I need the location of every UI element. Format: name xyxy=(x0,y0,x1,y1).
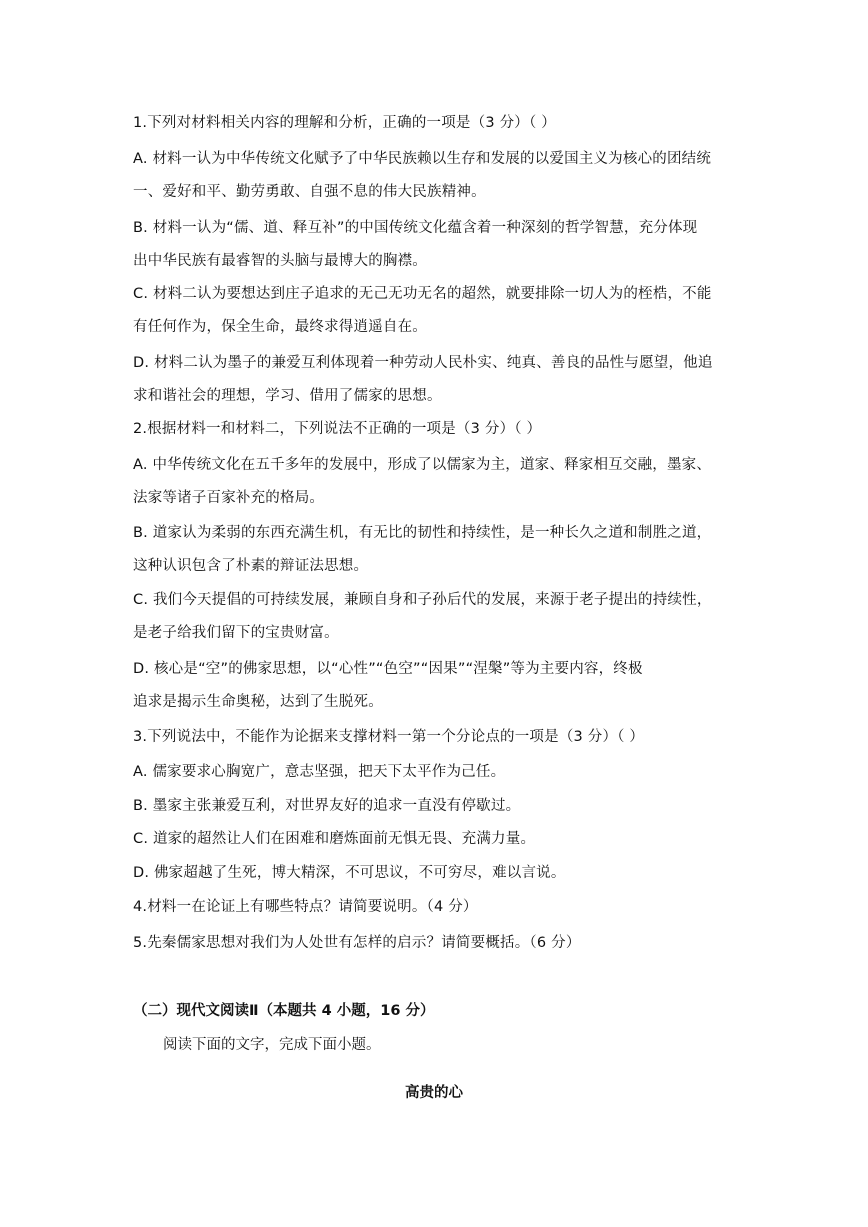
question-1-option-d-line-1: D. 材料二认为墨子的兼爱互利体现着一种劳动人民朴实、纯真、善良的品性与愿望，他追 xyxy=(133,355,713,371)
question-2-stem: 2.根据材料一和材料二，下列说法不正确的一项是（3 分）（ ） xyxy=(133,421,542,437)
question-2-option-a-line-1: A. 中华传统文化在五千多年的发展中，形成了以儒家为主，道家、释家相互交融，墨家、 xyxy=(133,457,712,473)
question-2-option-b-line-2: 这种认识包含了朴素的辩证法思想。 xyxy=(133,558,369,574)
reading-instruction: 阅读下面的文字，完成下面小题。 xyxy=(163,1037,381,1053)
question-3-option-d: D. 佛家超越了生死，博大精深，不可思议，不可穷尽，难以言说。 xyxy=(133,865,566,881)
question-2-option-d-line-2: 追求是揭示生命奥秘，达到了生脱死。 xyxy=(133,694,383,710)
question-2-option-c-line-1: C. 我们今天提倡的可持续发展，兼顾自身和子孙后代的发展，来源于老子提出的持续性， xyxy=(133,592,712,608)
question-1-option-b-line-2: 出中华民族有最睿智的头脑与最博大的胸襟。 xyxy=(133,253,427,269)
question-3-option-c: C. 道家的超然让人们在困难和磨炼面前无惧无畏、充满力量。 xyxy=(133,831,536,847)
question-1-option-b-line-1: B. 材料一认为“儒、道、释互补”的中国传统文化蕴含着一种深刻的哲学智慧，充分体现 xyxy=(133,220,698,236)
question-4-stem: 4.材料一在论证上有哪些特点？请简要说明。（4 分） xyxy=(133,899,478,915)
question-2-option-c-line-2: 是老子给我们留下的宝贵财富。 xyxy=(133,625,339,641)
question-2-option-a-line-2: 法家等诸子百家补充的格局。 xyxy=(133,490,325,506)
question-1-stem: 1.下列对材料相关内容的理解和分析，正确的一项是（3 分）（ ） xyxy=(133,115,556,131)
question-1-option-c-line-2: 有任何作为，保全生命，最终求得逍遥自在。 xyxy=(133,319,427,335)
question-1-option-a-line-1: A. 材料一认为中华传统文化赋予了中华民族赖以生存和发展的以爱国主义为核心的团结统 xyxy=(133,151,712,167)
article-title: 高贵的心 xyxy=(405,1084,463,1101)
section-heading: （二）现代文阅读Ⅱ（本题共 4 小题，16 分） xyxy=(133,1003,435,1019)
question-5-stem: 5.先秦儒家思想对我们为人处世有怎样的启示？请简要概括。（6 分） xyxy=(133,935,581,951)
question-1-option-a-line-2: 一、爱好和平、勤劳勇敢、自强不息的伟大民族精神。 xyxy=(133,184,486,200)
question-3-option-a: A. 儒家要求心胸宽广，意志坚强，把天下太平作为己任。 xyxy=(133,764,506,780)
question-1-option-d-line-2: 求和谐社会的理想，学习、借用了儒家的思想。 xyxy=(133,388,442,404)
question-3-stem: 3.下列说法中，不能作为论据来支撑材料一第一个分论点的一项是（3 分）（ ） xyxy=(133,729,645,745)
question-3-option-b: B. 墨家主张兼爱互利，对世界友好的追求一直没有停歇过。 xyxy=(133,798,521,814)
question-2-option-b-line-1: B. 道家认为柔弱的东西充满生机，有无比的韧性和持续性，是一种长久之道和制胜之道， xyxy=(133,525,712,541)
question-1-option-c-line-1: C. 材料二认为要想达到庄子追求的无己无功无名的超然，就要排除一切人为的桎梏，不能 xyxy=(133,286,712,302)
question-2-option-d-line-1: D. 核心是“空”的佛家思想，以“心性”“色空”“因果”“涅槃”等为主要内容，终极 xyxy=(133,661,643,677)
